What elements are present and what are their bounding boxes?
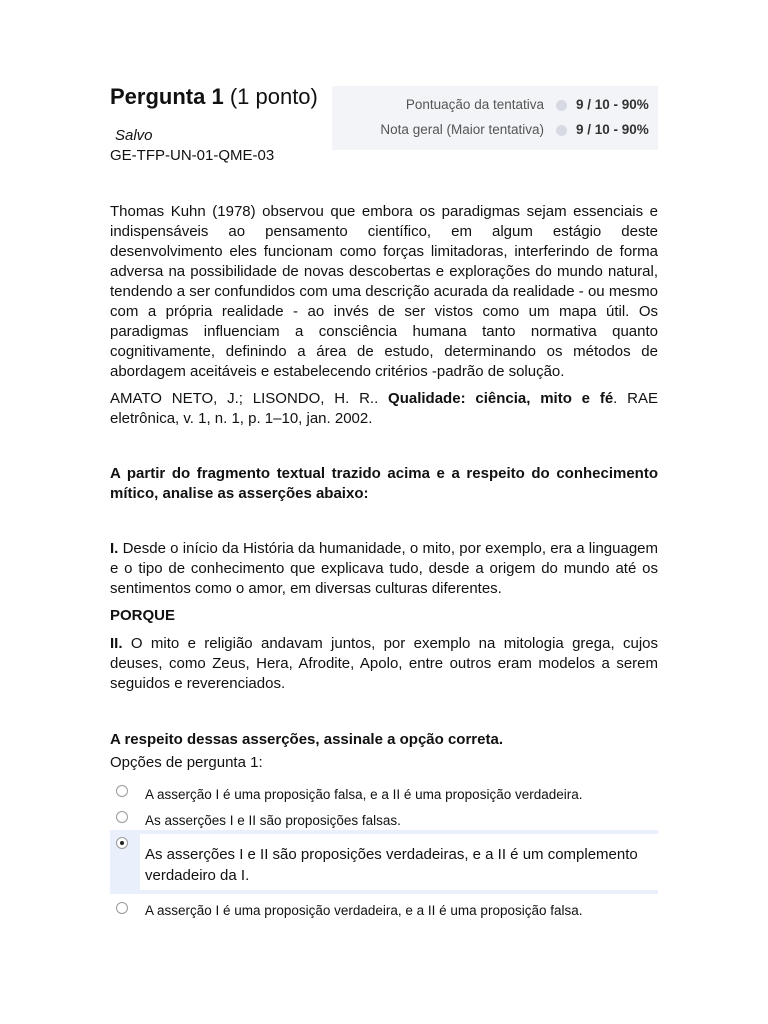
score-panel (332, 86, 658, 150)
option-3-label[interactable]: As asserções I e II são proposições verdadeiras, e a II é um complemento verdadeiro da I. (145, 846, 638, 884)
assertion-1-text: Desde o início da História da humanidade, o mito, por exemplo, era a linguagem e o tipo de conhecimento que explicava tudo, desde a origem do mundo até os sentimentos como o amor, em diversas culturas diferentes. (110, 540, 658, 597)
question-title (110, 84, 318, 110)
overall-score-row (332, 118, 654, 142)
overall-score-value: 9 / 10 - 90% (576, 122, 649, 137)
answer-instruction (110, 730, 658, 750)
question-code: GE-TFP-UN-01-QME-03 (110, 147, 275, 164)
option-4-radio[interactable] (116, 902, 128, 914)
question-number: Pergunta 1 (110, 84, 224, 109)
question-points: (1 ponto) (223, 84, 318, 109)
option-1[interactable] (110, 783, 658, 805)
overall-score-label: Nota geral (Maior tentativa) (380, 122, 544, 137)
option-1-label[interactable]: A asserção I é uma proposição falsa, e a II é uma proposição verdadeira. (145, 787, 583, 802)
option-3-radio[interactable] (116, 837, 128, 849)
citation-authors: AMATO NETO, J.; LISONDO, H. R.. (110, 390, 389, 407)
assertion-2-number: II. (110, 635, 123, 652)
attempt-score-row (332, 93, 654, 117)
option-2[interactable] (110, 809, 658, 831)
citation-title: Qualidade: ciência, mito e fé (388, 390, 614, 407)
answer-instruction-text: A respeito dessas asserções, assinale a opção correta. (110, 731, 503, 748)
question-prompt (110, 464, 658, 504)
option-4-label[interactable]: A asserção I é uma proposição verdadeira, e a II é uma proposição falsa. (145, 903, 583, 918)
option-4[interactable] (110, 899, 658, 921)
question-prompt-text: A partir do fragmento textual trazido acima e a respeito do conhecimento mítico, analise as asserções abaixo: (110, 465, 658, 502)
option-1-radio[interactable] (116, 785, 128, 797)
option-3[interactable] (110, 830, 658, 894)
options-label: Opções de pergunta 1: (110, 754, 263, 771)
porque-label (110, 606, 658, 626)
assertion-1-number: I. (110, 540, 119, 557)
passage-text: Thomas Kuhn (1978) observou que embora os paradigmas sejam essenciais e indispensáveis ao pensamento científico, em algum estágio deste desenvolvimento eles funcionam como forças limitadoras, interferindo de forma adversa na possibilidade de novas descobertas e explorações do mundo natural, tendendo a ser confundidos com uma descrição acurada da realidade - ou mesmo com a própria realidade - ao invés de ser vistos como um mapa útil. Os paradigmas influenciam a consciência humana tanto normativa quanto cognitivamente, definindo a área de estudo, determinando os métodos de abordagem aceitáveis e estabelecendo critérios -padrão de solução. (110, 203, 658, 380)
option-2-label[interactable]: As asserções I e II são proposições falsas. (145, 813, 401, 828)
assertion-2-text: O mito e religião andavam juntos, por exemplo na mitologia grega, cujos deuses, como Zeus, Hera, Afrodite, Apolo, entre outros eram modelos a serem seguidos e reverenciados. (110, 635, 658, 692)
porque-text: PORQUE (110, 607, 176, 624)
citation-rest: . RAE eletrônica, v. 1, n. 1, p. 1–10, jan. 2002. (110, 390, 658, 427)
overall-score-dot-icon (556, 125, 567, 136)
attempt-score-label: Pontuação da tentativa (405, 97, 544, 112)
attempt-score-dot-icon (556, 100, 567, 111)
assertion-2 (110, 634, 658, 694)
citation (110, 389, 658, 429)
option-2-radio[interactable] (116, 811, 128, 823)
assertion-1 (110, 539, 658, 599)
attempt-score-value: 9 / 10 - 90% (576, 97, 649, 112)
save-status: Salvo (115, 127, 153, 144)
